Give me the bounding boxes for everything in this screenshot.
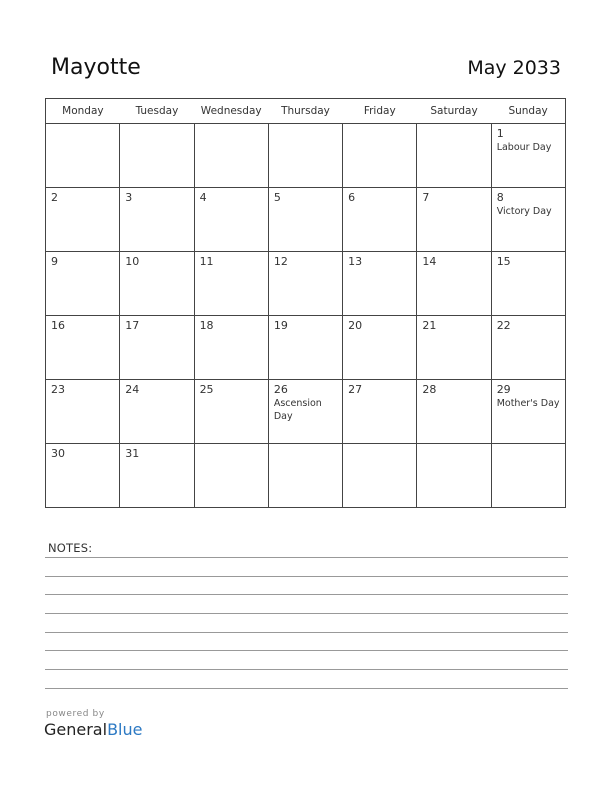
notes-line (45, 576, 568, 577)
day-cell (120, 252, 194, 316)
day-cell (417, 444, 491, 508)
day-cell (268, 316, 342, 380)
week-row (46, 380, 566, 444)
day-number: 5 (273, 191, 281, 204)
week-row (46, 316, 566, 380)
day-cell (417, 380, 491, 444)
week-row (46, 188, 566, 252)
day-cell (268, 188, 342, 252)
weekday-header: Wednesday (194, 99, 268, 124)
day-number: 25 (199, 383, 214, 396)
day-cell (491, 444, 565, 508)
day-number: 17 (125, 319, 140, 332)
day-number: 24 (125, 383, 140, 396)
day-cell (120, 188, 194, 252)
day-number: 4 (199, 191, 207, 204)
weekday-header: Tuesday (120, 99, 194, 124)
day-number: 2 (51, 191, 58, 204)
day-number: 14 (422, 255, 437, 268)
holiday-label: Victory Day (496, 206, 552, 217)
day-cell (491, 380, 565, 444)
day-number: 15 (496, 255, 511, 268)
notes-line (45, 669, 568, 670)
day-cell (120, 444, 194, 508)
weekday-header: Monday (46, 99, 120, 124)
day-number: 8 (496, 191, 504, 204)
day-cell (46, 124, 120, 188)
day-number: 22 (496, 319, 511, 332)
day-number: 9 (51, 255, 58, 268)
notes-line (45, 632, 568, 633)
notes-line (45, 613, 568, 614)
day-number: 26 (273, 383, 288, 396)
day-cell (491, 188, 565, 252)
day-cell (268, 380, 342, 444)
day-number: 13 (348, 255, 363, 268)
day-cell (194, 316, 268, 380)
day-number: 18 (199, 319, 214, 332)
day-cell (120, 124, 194, 188)
weekday-header: Sunday (491, 99, 565, 124)
day-cell (417, 124, 491, 188)
day-number: 28 (422, 383, 437, 396)
notes-line (45, 688, 568, 689)
day-number: 29 (496, 383, 511, 396)
holiday-label: Mother's Day (496, 398, 560, 409)
day-number: 12 (273, 255, 288, 268)
brand-logo-part1: General (44, 720, 108, 739)
notes-label: NOTES: (48, 541, 93, 555)
day-number: 27 (348, 383, 363, 396)
day-cell (194, 124, 268, 188)
calendar-grid (45, 98, 566, 508)
day-cell (120, 380, 194, 444)
day-cell (268, 252, 342, 316)
weekday-header: Thursday (268, 99, 342, 124)
day-cell (343, 316, 417, 380)
day-number: 10 (125, 255, 140, 268)
day-number: 30 (51, 447, 65, 460)
weekday-header: Saturday (417, 99, 491, 124)
day-cell (46, 444, 120, 508)
day-cell (343, 252, 417, 316)
week-row (46, 252, 566, 316)
day-cell (491, 316, 565, 380)
day-cell (194, 188, 268, 252)
day-cell (343, 188, 417, 252)
day-cell (194, 444, 268, 508)
day-number: 20 (348, 319, 363, 332)
notes-line (45, 557, 568, 558)
day-cell (194, 380, 268, 444)
day-cell (343, 444, 417, 508)
country-title: Mayotte (51, 55, 141, 80)
day-cell (343, 124, 417, 188)
day-cell (120, 316, 194, 380)
day-cell (417, 316, 491, 380)
day-cell (46, 380, 120, 444)
day-number: 3 (125, 191, 133, 204)
day-cell (417, 188, 491, 252)
day-number: 21 (422, 319, 437, 332)
holiday-label: Labour Day (496, 142, 552, 153)
month-year-title: May 2033 (467, 57, 561, 79)
day-number: 16 (51, 319, 65, 332)
brand-logo (44, 720, 142, 739)
notes-line (45, 650, 568, 651)
day-cell (491, 252, 565, 316)
notes-line (45, 594, 568, 595)
day-cell (194, 252, 268, 316)
day-number: 6 (348, 191, 356, 204)
brand-logo-part2: Blue (107, 720, 143, 739)
day-cell (343, 380, 417, 444)
day-number: 31 (125, 447, 140, 460)
week-row (46, 444, 566, 508)
day-number: 7 (422, 191, 430, 204)
weekday-header: Friday (343, 99, 417, 124)
day-cell (46, 316, 120, 380)
holiday-label: Ascension Day (273, 398, 322, 422)
day-cell (268, 444, 342, 508)
week-row (46, 124, 566, 188)
day-cell (417, 252, 491, 316)
day-cell (46, 252, 120, 316)
day-cell (268, 124, 342, 188)
day-number: 11 (199, 255, 214, 268)
day-cell (491, 124, 565, 188)
powered-by-text: powered by (46, 709, 105, 719)
day-cell (46, 188, 120, 252)
day-number: 23 (51, 383, 65, 396)
day-number: 1 (496, 127, 504, 140)
weekday-header-row (46, 99, 566, 124)
day-number: 19 (273, 319, 288, 332)
